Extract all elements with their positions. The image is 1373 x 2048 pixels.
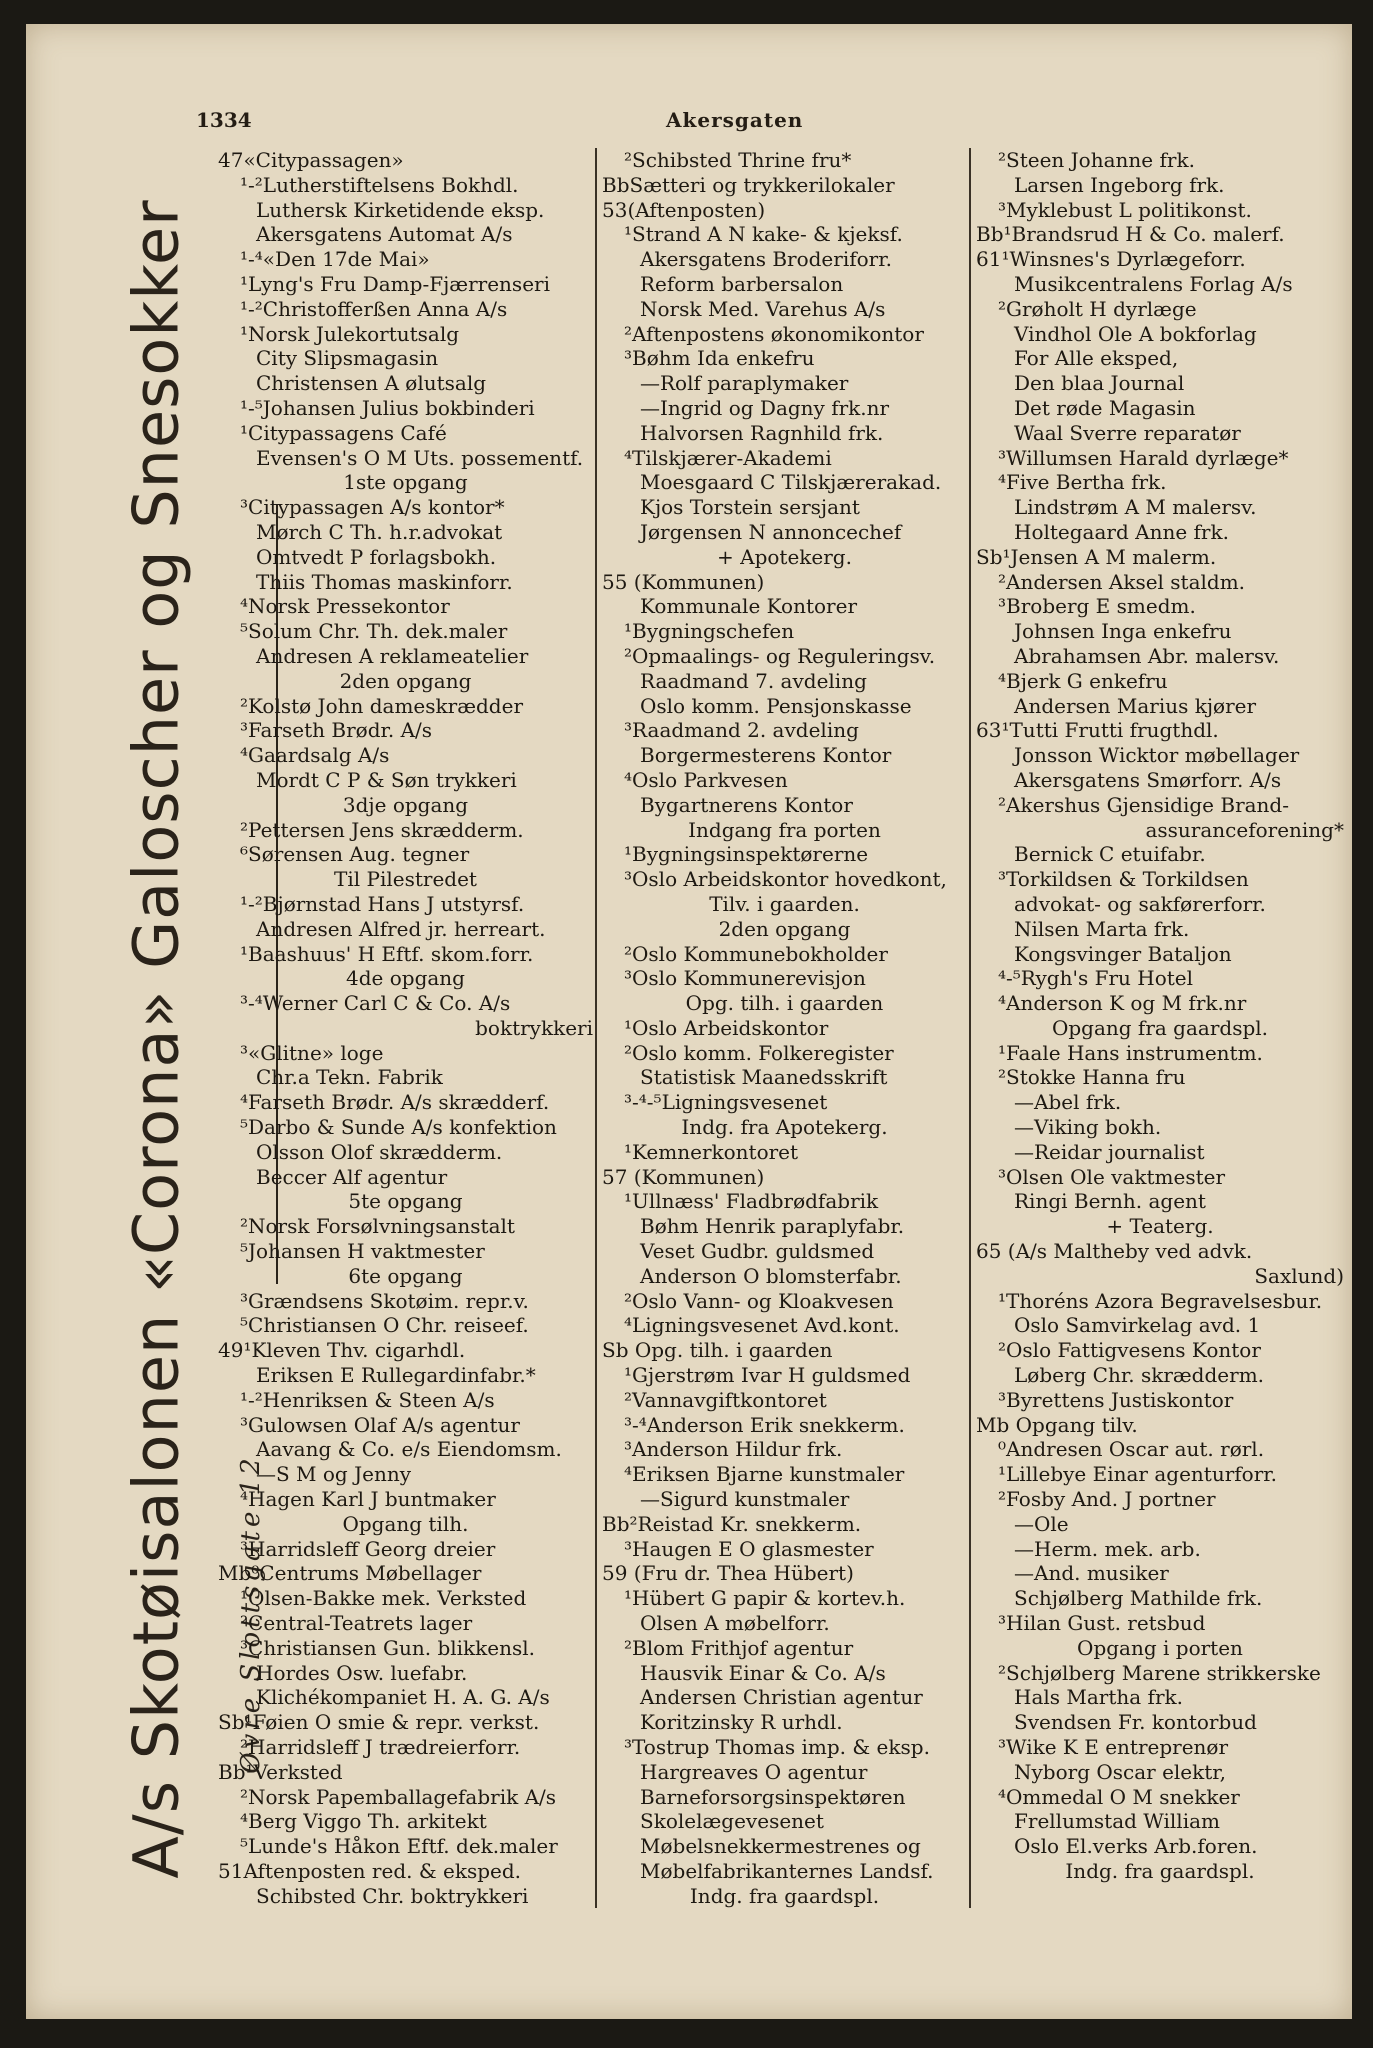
directory-entry: ¹Citypassagens Café <box>240 420 447 445</box>
directory-entry: Indg. fra Apotekerg. <box>681 1115 888 1140</box>
directory-entry: Andersen Marius kjører <box>1014 693 1257 718</box>
directory-entry: ²Akershus Gjensidige Brand- <box>998 792 1289 817</box>
directory-entry: Opg. tilh. i gaarden <box>685 991 884 1016</box>
directory-entry: ³Harridsleff Georg dreier <box>240 1536 496 1561</box>
directory-entry: ⁴Tilskjærer-Akademi <box>624 445 832 470</box>
directory-entry: 53(Aftenposten) <box>602 197 766 222</box>
directory-entry: Hordes Osw. luefabr. <box>256 1660 468 1685</box>
directory-entry: Andresen Alfred jr. herreart. <box>256 916 546 941</box>
directory-entry: Oslo El.verks Arb.foren. <box>1014 1834 1258 1859</box>
directory-entry: Abrahamsen Abr. malersv. <box>1014 643 1280 668</box>
directory-entry: Kommunale Kontorer <box>640 594 858 619</box>
directory-entry: Til Pilestredet <box>334 867 477 892</box>
directory-entry: Bb²Reistad Kr. snekkerm. <box>602 1511 862 1536</box>
directory-entry: ³Oslo Kommunerevisjon <box>624 966 866 991</box>
directory-entry: ¹Bygningschefen <box>624 619 795 644</box>
directory-entry: ³Byrettens Justiskontor <box>998 1387 1234 1412</box>
directory-entry: 49¹Kleven Thv. cigarhdl. <box>218 1338 466 1363</box>
directory-entry: Moesgaard C Tilskjærerakad. <box>640 470 942 495</box>
directory-entry: Andersen Christian agentur <box>640 1685 923 1710</box>
directory-entry: ³Torkildsen & Torkildsen <box>998 867 1249 892</box>
directory-entry: ⁴Farseth Brødr. A/s skrædderf. <box>240 1090 550 1115</box>
directory-entry: ¹-⁴«Den 17de Mai» <box>240 247 430 272</box>
directory-entry: ⁰Andresen Oscar aut. rørl. <box>998 1437 1265 1462</box>
directory-entry: Møbelsnekkermestrenes og <box>640 1834 921 1859</box>
directory-entry: ³Citypassagen A/s kontor* <box>240 495 505 520</box>
directory-entry: ³Raadmand 2. avdeling <box>624 718 859 743</box>
directory-entry: Tilv. i gaarden. <box>709 891 860 916</box>
directory-entry: Bb¹Brandsrud H & Co. malerf. <box>976 222 1285 247</box>
directory-entry: ²Aftenpostens økonomikontor <box>624 321 924 346</box>
directory-entry: ³Grændsens Skotøim. repr.v. <box>240 1288 529 1313</box>
directory-entry: Chr.a Tekn. Fabrik <box>256 1065 443 1090</box>
page-header <box>26 108 1352 138</box>
directory-entry: ¹Olsen-Bakke mek. Verksted <box>240 1586 527 1611</box>
directory-entry: Borgermesterens Kontor <box>640 743 892 768</box>
directory-entry: 61¹Winsnes's Dyrlægeforr. <box>976 247 1246 272</box>
directory-entry: Indg. fra gaardspl. <box>1065 1858 1255 1883</box>
directory-entry: ³«Glitne» loge <box>240 1040 384 1065</box>
directory-entry: Eriksen E Rullegardinfabr.* <box>256 1363 536 1388</box>
directory-entry: + Apotekerg. <box>717 544 852 569</box>
directory-entry: ²Oslo Kommunebokholder <box>624 941 888 966</box>
directory-entry: ²Stokke Hanna fru <box>998 1065 1186 1090</box>
directory-entry: Evensen's O M Uts. possementf. <box>256 445 584 470</box>
page-number: 1334 <box>196 108 252 132</box>
directory-entry: ¹-²Bjørnstad Hans J utstyrsf. <box>240 891 525 916</box>
directory-entry: Sb Opg. tilh. i gaarden <box>602 1338 833 1363</box>
directory-entry: ¹Hübert G papir & kortev.h. <box>624 1586 906 1611</box>
directory-entry: ²Steen Johanne frk. <box>998 148 1195 172</box>
directory-entry: ¹Kemnerkontoret <box>624 1139 799 1164</box>
directory-entry: ¹Gjerstrøm Ivar H guldsmed <box>624 1363 911 1388</box>
street-heading: Akersgaten <box>666 108 804 132</box>
directory-entry: ⁴Norsk Pressekontor <box>240 594 450 619</box>
directory-entry: Nyborg Oscar elektr, <box>1014 1759 1227 1784</box>
directory-entry: ⁵Darbo & Sunde A/s konfektion <box>240 1115 557 1140</box>
directory-entry: ⁶Sørensen Aug. tegner <box>240 842 470 867</box>
directory-entry: ⁵Johansen H vaktmester <box>240 1239 485 1264</box>
directory-entry: Opgang fra gaardspl. <box>1051 1015 1269 1040</box>
directory-entry: ³-⁴-⁵Ligningsvesenet <box>624 1090 828 1115</box>
directory-entry: Johnsen Inga enkefru <box>1014 619 1232 644</box>
directory-entry: Mørch C Th. h.r.advokat <box>256 519 503 544</box>
column-1 <box>218 148 593 1909</box>
directory-entry: ¹Strand A N kake- & kjeksf. <box>624 222 903 247</box>
directory-entry: Hals Martha frk. <box>1014 1685 1183 1710</box>
directory-entry: 47«Citypassagen» <box>218 148 404 172</box>
directory-entry: Luthersk Kirketidende eksp. <box>256 197 545 222</box>
directory-entry: —Herm. mek. arb. <box>1014 1536 1201 1561</box>
directory-entry: Det røde Magasin <box>1014 395 1196 420</box>
directory-entry: Thiis Thomas maskinforr. <box>256 569 513 594</box>
directory-entry: ³Wike K E entreprenør <box>998 1735 1229 1759</box>
directory-entry: Bøhm Henrik paraplyfabr. <box>640 1214 905 1239</box>
directory-entry: Kongsvinger Bataljon <box>1014 941 1232 966</box>
directory-entry: Bernick C etuifabr. <box>1014 842 1206 867</box>
directory-entry: ²Oslo Vann- og Kloakvesen <box>624 1288 894 1313</box>
directory-entry: Barneforsorgsinspektøren <box>640 1784 906 1809</box>
directory-entry: —S M og Jenny <box>256 1462 412 1487</box>
directory-entry: ⁵Solum Chr. Th. dek.maler <box>240 619 508 644</box>
directory-entry: Nilsen Marta frk. <box>1014 916 1190 941</box>
directory-entry: ³Haugen E O glasmester <box>624 1536 874 1561</box>
directory-entry: 1ste opgang <box>343 470 468 495</box>
directory-entry: Mb⁰Centrums Møbellager <box>218 1561 482 1586</box>
directory-entry: ²Schjølberg Marene strikkerske <box>998 1660 1321 1685</box>
directory-entry: Beccer Alf agentur <box>256 1164 448 1189</box>
directory-entry: 51Aftenposten red. & eksped. <box>218 1858 522 1883</box>
directory-entry: ²Oslo Fattigvesens Kontor <box>998 1338 1261 1363</box>
directory-entry: ²Kolstø John dameskrædder <box>240 693 524 718</box>
directory-entry: Musikcentralens Forlag A/s <box>1014 271 1293 296</box>
directory-entry: —Rolf paraplymaker <box>640 371 849 396</box>
directory-entry: ²Harridsleff J trædreierforr. <box>240 1735 521 1759</box>
directory-entry: ³Gulowsen Olaf A/s agentur <box>240 1412 520 1437</box>
directory-entry: Løberg Chr. skrædderm. <box>1014 1363 1265 1388</box>
directory-entry: Akersgatens Smørforr. A/s <box>1014 767 1282 792</box>
directory-entry: ³Oslo Arbeidskontor hovedkont, <box>624 867 947 892</box>
directory-entry: ⁴Ligningsvesenet Avd.kont. <box>624 1313 900 1338</box>
directory-entry: Frellumstad William <box>1014 1809 1220 1834</box>
directory-entry: ²Norsk Forsølvningsanstalt <box>240 1214 515 1239</box>
directory-entry: Larsen Ingeborg frk. <box>1014 172 1225 197</box>
directory-page <box>26 24 1352 2019</box>
directory-entry: ¹Baashuus' H Eftf. skom.forr. <box>240 941 534 966</box>
directory-entry: Skolelægevesenet <box>640 1809 824 1834</box>
directory-entry: Omtvedt P forlagsbokh. <box>256 544 497 569</box>
directory-entry: ⁴-⁵Rygh's Fru Hotel <box>998 966 1194 991</box>
directory-entry: 6te opgang <box>348 1263 463 1288</box>
directory-entry: Holtegaard Anne frk. <box>1014 519 1229 544</box>
directory-entry: Mb Opgang tilv. <box>976 1412 1138 1437</box>
directory-entry: Christensen A ølutsalg <box>256 371 487 396</box>
directory-entry: Ringi Bernh. agent <box>1014 1189 1206 1214</box>
directory-entry: Mordt C P & Søn trykkeri <box>256 767 517 792</box>
directory-entry: Kjos Torstein sersjant <box>640 495 860 520</box>
directory-entry: ¹Lillebye Einar agenturforr. <box>998 1462 1277 1487</box>
directory-entry: Indgang fra porten <box>688 817 881 842</box>
directory-entry: ⁴Berg Viggo Th. arkitekt <box>240 1809 487 1834</box>
directory-entry: boktrykkeri <box>475 1015 593 1040</box>
directory-entry: Oslo komm. Pensjonskasse <box>640 693 912 718</box>
directory-entry: Statistisk Maanedsskrift <box>640 1065 888 1090</box>
column-3 <box>976 148 1344 1884</box>
directory-entry: Veset Gudbr. guldsmed <box>640 1239 875 1264</box>
directory-entry: Halvorsen Ragnhild frk. <box>640 420 884 445</box>
directory-entry: Schibsted Chr. boktrykkeri <box>256 1883 529 1908</box>
directory-entry: ⁴Bjerk G enkefru <box>998 668 1168 693</box>
directory-entry: ⁵Christiansen O Chr. reiseef. <box>240 1313 529 1338</box>
directory-entry: ¹Faale Hans instrumentm. <box>998 1040 1263 1065</box>
directory-entry: ¹-²Lutherstiftelsens Bokhdl. <box>240 172 519 197</box>
directory-entry: ¹-⁵Johansen Julius bokbinderi <box>240 395 535 420</box>
directory-entry: ¹-²Henriksen & Steen A/s <box>240 1387 495 1412</box>
directory-entry: Indg. fra gaardspl. <box>689 1883 880 1908</box>
directory-entry: ³-⁴Werner Carl C & Co. A/s <box>240 991 511 1016</box>
column-divider <box>969 148 971 1908</box>
directory-entry: ³Farseth Brødr. A/s <box>240 718 433 743</box>
directory-entry: City Slipsmagasin <box>256 346 439 371</box>
directory-entry: 2den opgang <box>339 668 472 693</box>
directory-entry: ²Schibsted Thrine fru* <box>624 148 852 172</box>
directory-entry: Reform barbersalon <box>640 271 844 296</box>
directory-entry: Hargreaves O agentur <box>640 1759 868 1784</box>
column-2 <box>602 148 967 1909</box>
directory-entry: 65 (A/s Maltheby ved advk. <box>976 1239 1253 1264</box>
directory-entry: Saxlund) <box>1254 1263 1344 1288</box>
directory-entry: 55 (Kommunen) <box>602 569 765 594</box>
directory-entry: ⁴Anderson K og M frk.nr <box>998 991 1247 1016</box>
directory-entry: ²Vannavgiftkontoret <box>624 1387 827 1412</box>
directory-entry: Anderson O blomsterfabr. <box>640 1263 902 1288</box>
directory-entry: 4de opgang <box>346 966 465 991</box>
directory-entry: Svendsen Fr. kontorbud <box>1014 1710 1257 1735</box>
directory-entry: Sb¹Jensen A M malerm. <box>976 544 1217 569</box>
directory-entry: Den blaa Journal <box>1014 371 1185 396</box>
directory-entry: ²Grøholt H dyrlæge <box>998 296 1197 321</box>
directory-entry: Bb¹Verksted <box>218 1759 343 1784</box>
directory-entry: ³Hilan Gust. retsbud <box>998 1611 1206 1636</box>
directory-entry: Opgang i porten <box>1077 1635 1243 1660</box>
directory-entry: Schjølberg Mathilde frk. <box>1014 1586 1263 1611</box>
directory-entry: ¹-²Christofferßen Anna A/s <box>240 296 508 321</box>
directory-entry: —And. musiker <box>1014 1561 1169 1586</box>
directory-entry: 59 (Fru dr. Thea Hübert) <box>602 1561 854 1586</box>
directory-entry: ²Pettersen Jens skrædderm. <box>240 817 524 842</box>
directory-entry: Klichékompaniet H. A. G. A/s <box>256 1685 550 1710</box>
directory-entry: assuranceforening* <box>1145 817 1344 842</box>
directory-entry: ¹Norsk Julekortutsalg <box>240 321 460 346</box>
directory-entry: —Ole <box>1014 1511 1069 1536</box>
directory-entry: + Teaterg. <box>1106 1214 1214 1239</box>
ad-text: A/s Skotøisalonen «Corona» Galoscher og Snesokker <box>119 199 193 1879</box>
directory-entry: Jørgensen N annoncechef <box>640 519 902 544</box>
directory-entry: —Ingrid og Dagny frk.nr <box>640 395 890 420</box>
directory-entry: ³Anderson Hildur frk. <box>624 1437 843 1462</box>
directory-entry: ⁴Five Bertha frk. <box>998 470 1167 495</box>
vertical-advertisement <box>86 199 266 1879</box>
directory-entry: Olsson Olof skrædderm. <box>256 1139 503 1164</box>
directory-entry: —Abel frk. <box>1014 1090 1122 1115</box>
directory-entry: Opgang tilh. <box>342 1511 469 1536</box>
ad-address: Øvre Slottsgate 12 <box>236 1454 266 1774</box>
directory-entry: Lindstrøm A M malersv. <box>1014 495 1257 520</box>
directory-entry: 5te opgang <box>348 1189 463 1214</box>
directory-entry: ²Opmaalings- og Reguleringsv. <box>624 643 936 668</box>
directory-entry: 3dje opgang <box>342 792 469 817</box>
directory-entry: Sb¹Føien O smie & repr. verkst. <box>218 1710 540 1735</box>
directory-entry: Jonsson Wicktor møbellager <box>1014 743 1300 768</box>
directory-entry: Olsen A møbelforr. <box>640 1611 830 1636</box>
directory-entry: ³Myklebust L politikonst. <box>998 197 1252 222</box>
directory-entry: ³-⁴Anderson Erik snekkerm. <box>624 1412 905 1437</box>
directory-entry: ²Blom Frithjof agentur <box>624 1635 854 1660</box>
directory-entry: ⁵Lunde's Håkon Eftf. dek.maler <box>240 1834 558 1859</box>
directory-entry: ⁴Hagen Karl J buntmaker <box>240 1487 496 1512</box>
directory-entry: Waal Sverre reparatør <box>1014 420 1241 445</box>
directory-entry: —Viking bokh. <box>1014 1115 1162 1140</box>
directory-entry: Bygartnerens Kontor <box>640 792 853 817</box>
directory-entry: 2den opgang <box>718 916 851 941</box>
directory-entry: ³Olsen Ole vaktmester <box>998 1164 1226 1189</box>
directory-entry: ³Tostrup Thomas imp. & eksp. <box>624 1735 930 1759</box>
directory-entry: Koritzinsky R urhdl. <box>640 1710 843 1735</box>
directory-entry: ³Bøhm Ida enkefru <box>624 346 815 371</box>
directory-entry: For Alle eksped, <box>1014 346 1179 371</box>
directory-entry: ³Christiansen Gun. blikkensl. <box>240 1635 536 1660</box>
directory-entry: ¹Ullnæss' Fladbrødfabrik <box>624 1189 879 1214</box>
directory-entry: BbSætteri og trykkerilokaler <box>602 172 895 197</box>
directory-entry: —Sigurd kunstmaler <box>640 1487 850 1512</box>
directory-entry: ²Oslo komm. Folkeregister <box>624 1040 894 1065</box>
directory-entry: ²Central-Teatrets lager <box>240 1611 473 1636</box>
directory-entry: ²Fosby And. J portner <box>998 1487 1216 1512</box>
directory-entry: 63¹Tutti Frutti frugthdl. <box>976 718 1219 743</box>
directory-entry: ²Andersen Aksel staldm. <box>998 569 1246 594</box>
directory-entry: ¹Lyng's Fru Damp-Fjærrenseri <box>240 271 550 296</box>
directory-entry: Aavang & Co. e/s Eiendomsm. <box>256 1437 562 1462</box>
directory-entry: ⁴Ommedal O M snekker <box>998 1784 1240 1809</box>
directory-entry: ⁴Oslo Parkvesen <box>624 767 788 792</box>
directory-entry: Oslo Samvirkelag avd. 1 <box>1014 1313 1261 1338</box>
directory-entry: Akersgatens Automat A/s <box>256 222 513 247</box>
directory-entry: ²Norsk Papemballagefabrik A/s <box>240 1784 557 1809</box>
directory-entry: Vindhol Ole A bokforlag <box>1014 321 1257 346</box>
directory-entry: —Reidar journalist <box>1014 1139 1205 1164</box>
directory-entry: Andresen A reklameatelier <box>256 643 529 668</box>
directory-entry: Møbelfabrikanternes Landsf. <box>640 1858 934 1883</box>
directory-entry: ³Willumsen Harald dyrlæge* <box>998 445 1289 470</box>
directory-entry: Norsk Med. Varehus A/s <box>640 296 886 321</box>
directory-entry: Akersgatens Broderiforr. <box>640 247 892 272</box>
directory-entry: 57 (Kommunen) <box>602 1164 765 1189</box>
directory-entry: ⁴Eriksen Bjarne kunstmaler <box>624 1462 905 1487</box>
directory-entry: Raadmand 7. avdeling <box>640 668 867 693</box>
directory-entry: advokat- og sakførerforr. <box>1014 891 1266 916</box>
directory-entry: ¹Thoréns Azora Begravelsesbur. <box>998 1288 1323 1313</box>
directory-entry: Hausvik Einar & Co. A/s <box>640 1660 886 1685</box>
column-divider <box>595 148 597 1908</box>
directory-entry: ¹Bygningsinspektørerne <box>624 842 869 867</box>
directory-entry: ⁴Gaardsalg A/s <box>240 743 390 768</box>
directory-entry: ¹Oslo Arbeidskontor <box>624 1015 829 1040</box>
directory-entry: ³Broberg E smedm. <box>998 594 1196 619</box>
